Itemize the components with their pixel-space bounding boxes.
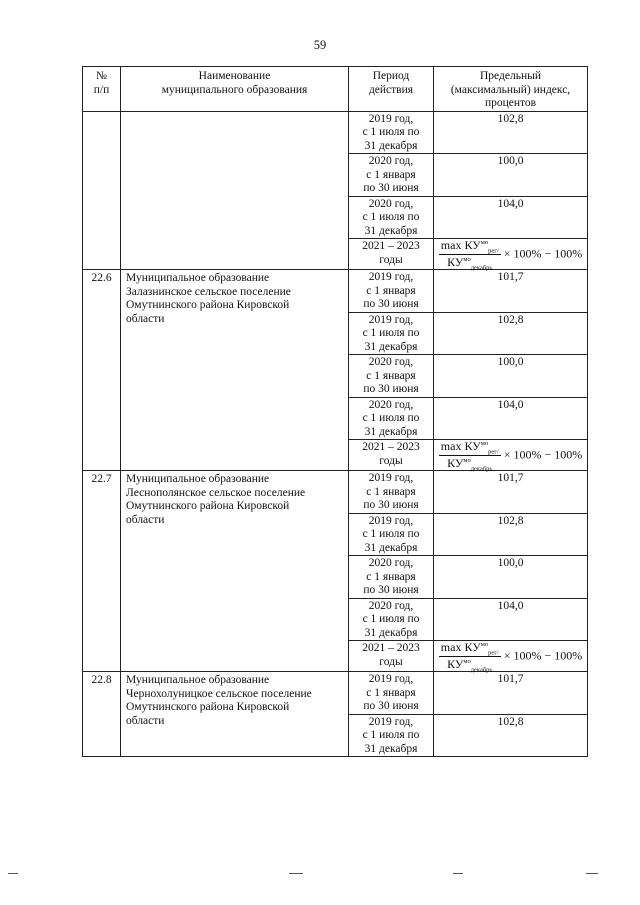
period-line: с 1 июля по: [362, 211, 420, 223]
formula-fraction: [439, 641, 501, 671]
period-line: по 30 июня: [363, 383, 419, 395]
period-cell: [349, 513, 434, 556]
index-value: 101,7: [434, 672, 588, 715]
formula-tail: × 100% − 100%: [503, 246, 583, 261]
period-cell: [349, 239, 434, 270]
period-line: с 1 января: [366, 168, 416, 181]
formula-tail: × 100% − 100%: [503, 447, 583, 462]
period-cell: [349, 397, 434, 440]
period-line: с 1 января: [366, 485, 416, 498]
index-formula: [434, 440, 588, 471]
period-line: с 1 января: [366, 284, 416, 297]
formula-subscript: декабрь: [470, 665, 493, 673]
period-line: 2020 год,: [368, 599, 414, 612]
period-line: по 30 июня: [363, 584, 419, 596]
period-line: по 30 июня: [363, 298, 419, 310]
entry-number: 22.6: [83, 270, 121, 471]
formula-denominator: [439, 456, 501, 471]
period-cell: [349, 471, 434, 514]
formula-max-ku: max КУ: [440, 640, 481, 654]
entry-name-line: Омутнинского района Кировской: [126, 299, 290, 311]
entry-name-line: Омутнинского района Кировской: [126, 500, 290, 512]
entry-name-line: Муниципальное образование: [126, 473, 270, 485]
index-value: 104,0: [434, 598, 588, 641]
period-line: 2021 – 2023: [362, 240, 420, 252]
index-value: 104,0: [434, 397, 588, 440]
formula-ku: КУ: [447, 254, 464, 269]
formula-subscript: декабрь: [470, 263, 493, 271]
formula-denominator: [439, 255, 501, 270]
scan-mark: [8, 873, 18, 874]
formula-ku: КУ: [447, 656, 464, 671]
entry-name-line: Залазнинское сельское поселение: [126, 285, 291, 298]
period-line: 31 декабря: [364, 224, 418, 237]
formula-subscript: рег/: [488, 247, 499, 255]
table-header-row: [83, 67, 588, 112]
index-value: 101,7: [434, 471, 588, 514]
period-line: 2019 год,: [368, 673, 414, 685]
header-index: Предельный (максимальный) индекс, процентов: [434, 67, 588, 112]
entry-name-line: области: [126, 513, 165, 526]
period-line: 2021 – 2023: [362, 441, 420, 453]
table-row: [83, 111, 588, 154]
period-line: с 1 июля по: [362, 126, 420, 138]
formula-numerator: [439, 239, 501, 255]
scan-mark: [289, 873, 303, 874]
formula-superscript: мо: [480, 641, 489, 648]
formula-fraction: [439, 239, 501, 269]
period-line: 2019 год,: [368, 271, 414, 283]
period-line: 2021 – 2023: [362, 642, 420, 654]
formula-denominator: [439, 657, 501, 672]
period-line: 31 декабря: [364, 340, 418, 353]
period-line: 2019 год,: [368, 112, 414, 125]
period-cell: [349, 312, 434, 355]
period-line: с 1 июля по: [362, 613, 420, 625]
index-value: 102,8: [434, 714, 588, 757]
period-line: 2020 год,: [368, 398, 414, 411]
scan-mark: [453, 873, 463, 874]
period-line: 2019 год,: [368, 313, 414, 326]
period-line: 2020 год,: [368, 197, 414, 210]
period-line: 31 декабря: [364, 425, 418, 438]
formula-max-ku: max КУ: [440, 238, 481, 252]
period-line: по 30 июня: [363, 700, 419, 712]
period-cell: [349, 714, 434, 757]
formula-subscript: декабрь: [470, 464, 493, 472]
period-line: 31 декабря: [364, 541, 418, 554]
table-row: [83, 471, 588, 514]
period-line: с 1 июля по: [362, 528, 420, 540]
entry-name: [121, 270, 349, 471]
formula-superscript: мо: [480, 239, 489, 246]
table-row: [83, 270, 588, 313]
period-line: с 1 января: [366, 369, 416, 382]
period-cell: [349, 598, 434, 641]
period-line: по 30 июня: [363, 499, 419, 511]
header-name: Наименование муниципального образования: [121, 67, 349, 112]
period-line: с 1 июля по: [362, 729, 420, 741]
index-value: 102,8: [434, 111, 588, 154]
formula-subscript: рег/: [488, 649, 499, 657]
entry-name-line: области: [126, 714, 165, 727]
period-line: годы: [379, 655, 403, 668]
entry-name-line: Чернохолуницкое сельское поселение: [126, 687, 312, 700]
period-line: с 1 июля по: [362, 412, 420, 424]
header-num: № п/п: [83, 67, 121, 112]
index-value: 101,7: [434, 270, 588, 313]
period-line: по 30 июня: [363, 182, 419, 194]
formula-superscript: мо: [463, 255, 471, 263]
period-cell: [349, 440, 434, 471]
formula-superscript: мо: [480, 440, 489, 447]
formula-superscript: мо: [463, 657, 471, 665]
formula-tail: × 100% − 100%: [503, 648, 583, 663]
index-value: 102,8: [434, 312, 588, 355]
period-line: 2019 год,: [368, 715, 414, 728]
period-line: с 1 января: [366, 686, 416, 699]
formula-fraction: [439, 440, 501, 470]
period-line: 2020 год,: [368, 356, 414, 368]
entry-number: 22.8: [83, 672, 121, 757]
table-row: [83, 672, 588, 715]
formula-numerator: [439, 440, 501, 456]
index-value: 100,0: [434, 556, 588, 599]
period-cell: [349, 196, 434, 239]
entry-name-line: Муниципальное образование: [126, 674, 270, 686]
period-line: 2019 год,: [368, 514, 414, 527]
period-line: с 1 июля по: [362, 327, 420, 339]
period-line: с 1 января: [366, 570, 416, 583]
period-cell: [349, 111, 434, 154]
period-cell: [349, 270, 434, 313]
index-value: 100,0: [434, 355, 588, 398]
period-cell: [349, 355, 434, 398]
period-line: 31 декабря: [364, 139, 418, 152]
formula-subscript: рег/: [488, 448, 499, 456]
period-cell: [349, 556, 434, 599]
period-line: 31 декабря: [364, 742, 418, 755]
formula-numerator: [439, 641, 501, 657]
period-line: 31 декабря: [364, 626, 418, 639]
entry-name: [121, 471, 349, 672]
entry-num-cell: [83, 111, 121, 270]
entry-name-line: Муниципальное образование: [126, 272, 270, 284]
entry-name: [121, 672, 349, 757]
formula-superscript: мо: [463, 456, 471, 464]
entry-number: 22.7: [83, 471, 121, 672]
period-line: 2020 год,: [368, 155, 414, 167]
entry-name-line: Леснополянское сельское поселение: [126, 486, 306, 499]
page-number: 59: [313, 38, 327, 52]
header-period: Период действия: [349, 67, 434, 112]
period-line: годы: [379, 454, 403, 467]
entry-name-cell: [121, 111, 349, 270]
entry-name-line: области: [126, 312, 165, 325]
index-value: 102,8: [434, 513, 588, 556]
period-line: 2019 год,: [368, 472, 414, 484]
period-line: 2020 год,: [368, 557, 414, 569]
index-formula: [434, 239, 588, 270]
index-value: 104,0: [434, 196, 588, 239]
period-cell: [349, 641, 434, 672]
formula-ku: КУ: [447, 455, 464, 470]
period-cell: [349, 154, 434, 197]
period-cell: [349, 672, 434, 715]
period-line: годы: [379, 253, 403, 266]
tariff-index-table: [82, 66, 588, 757]
formula-max-ku: max КУ: [440, 439, 481, 453]
scan-mark: [586, 873, 598, 874]
index-formula: [434, 641, 588, 672]
entry-name-line: Омутнинского района Кировской: [126, 701, 290, 713]
index-value: 100,0: [434, 154, 588, 197]
